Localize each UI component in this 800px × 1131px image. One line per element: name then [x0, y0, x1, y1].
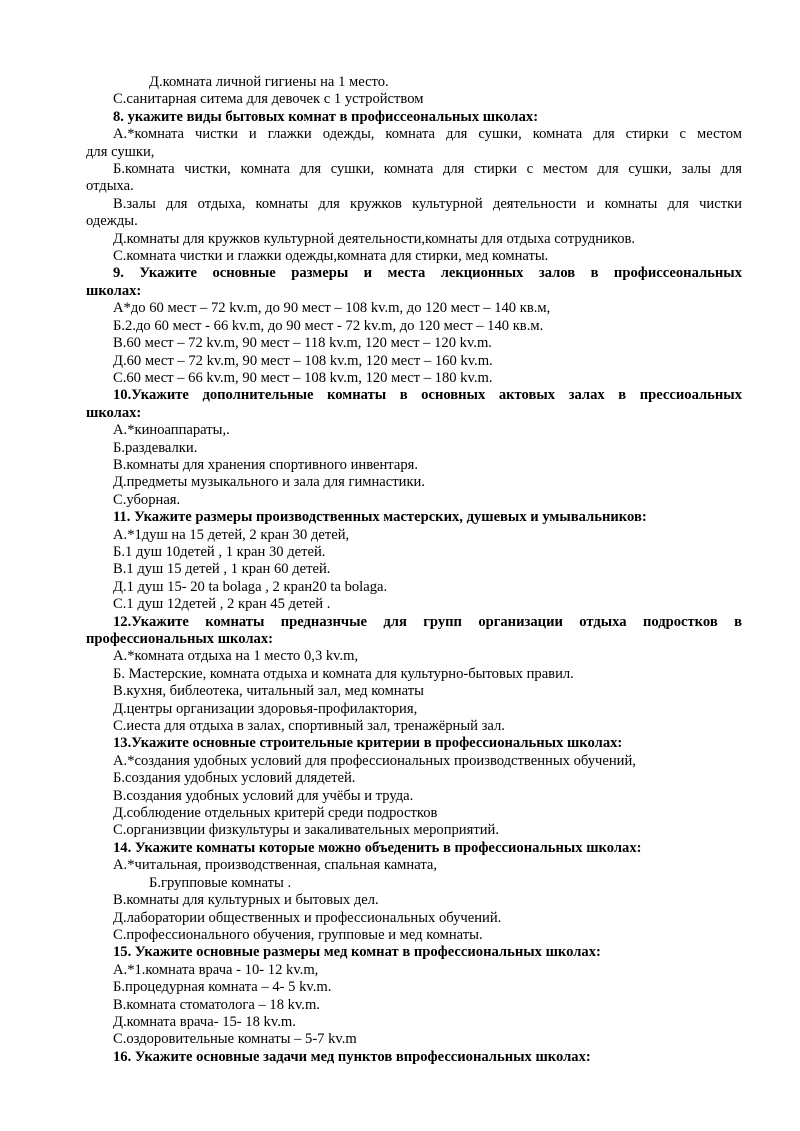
answer-text: Д.60 мест – 72 kv.m, 90 мест – 108 kv.m, 120 мест – 160 kv.m. — [113, 352, 493, 369]
answer-option — [86, 822, 742, 839]
answer-option — [86, 422, 742, 439]
answer-text: В.создания удобных условий для учёбы и труда. — [113, 787, 414, 804]
answer-option — [86, 997, 742, 1014]
answer-option — [86, 875, 742, 892]
answer-text: С.комната чистки и глажки одежды,комната для стирки, мед комнаты. — [113, 248, 549, 265]
question-title: школах: — [86, 282, 142, 299]
answer-text: Д.предметы музыкального и зала для гимнастики. — [113, 474, 425, 491]
answer-text: В.залы для отдыха, комнаты для кружков культурной деятельности и комнаты для чистки — [113, 195, 742, 212]
answer-text: А.*комната чистки и глажки одежды, комната для сушки, комната для стирки с местом — [113, 126, 742, 143]
question-title: 13.Укажите основные строительные критерии в профессиональных школах: — [113, 735, 623, 752]
answer-text: С.организвции физкультуры и закаливательных мероприятий. — [113, 822, 499, 839]
answer-option — [86, 474, 742, 491]
answer-text: В.60 мест – 72 kv.m, 90 мест – 118 kv.m, 120 мест – 120 kv.m. — [113, 335, 492, 352]
question-14 — [86, 840, 742, 944]
question-title: профессиональных школах: — [86, 631, 274, 647]
answer-option — [86, 579, 742, 596]
answer-text: одежды. — [86, 213, 138, 230]
question-title: 14. Укажите комнаты которые можно объеденить в профессиональных школах: — [113, 839, 642, 856]
document-page — [86, 74, 742, 1066]
question-title: 12.Укажите комнаты предназнчые для групп организации отдыха подростков в — [113, 613, 742, 630]
answer-option — [86, 910, 742, 927]
question-11 — [86, 509, 742, 613]
answer-option — [86, 353, 742, 370]
answer-text: для сушки, — [86, 143, 155, 160]
answer-option — [86, 248, 742, 265]
answer-text: Б.раздевалки. — [113, 439, 198, 456]
answer-text: А.*создания удобных условий для профессиональных производственных обучений, — [113, 752, 636, 769]
question-15 — [86, 944, 742, 1048]
question-13 — [86, 735, 742, 839]
answer-text: С.иеста для отдыха в залах, спортивный зал, тренажёрный зал. — [113, 718, 505, 735]
answer-option — [86, 300, 742, 317]
question-9 — [86, 265, 742, 387]
question-list — [86, 109, 742, 1066]
answer-option — [86, 683, 742, 700]
answer-option — [86, 231, 742, 248]
answer-text: А.*1душ на 15 детей, 2 кран 30 детей, — [113, 526, 350, 543]
question-title: 16. Укажите основные задачи мед пунктов впрофессиональных школах: — [113, 1048, 591, 1065]
answer-text: С.профессионального обучения, групповые и мед комнаты. — [113, 926, 483, 943]
answer-text: Б.комната чистки, комната для сушки, комната для стирки с местом для сушки, залы для — [113, 161, 742, 178]
answer-text: Б. Мастерские, комната отдыха и комната для культурно-бытовых правил. — [113, 665, 574, 682]
answer-option — [86, 753, 742, 770]
answer-text: Б.2.до 60 мест - 66 kv.m, до 90 мест - 72 kv.m, до 120 мест – 140 кв.м. — [113, 317, 544, 334]
answer-text: А.*читальная, производственная, спальная камната, — [113, 857, 437, 874]
question-title: 15. Укажите основные размеры мед комнат в профессиональных школах: — [113, 944, 601, 961]
answer-text: отдыха. — [86, 178, 134, 195]
answer-text: В.комнаты для хранения спортивного инвентаря. — [113, 456, 418, 473]
answer-option — [86, 979, 742, 996]
answer-text: В.1 душ 15 детей , 1 кран 60 детей. — [113, 561, 331, 578]
answer-text: Д.комнаты для кружков культурной деятельности,комнаты для отдыха сотрудников. — [113, 230, 636, 247]
answer-text: Б.1 душ 10детей , 1 кран 30 детей. — [113, 543, 326, 560]
answer-text: Б.создания удобных условий длядетей. — [113, 770, 356, 787]
answer-option — [86, 544, 742, 561]
answer-option — [86, 857, 742, 874]
answer-option — [86, 666, 742, 683]
answer-option — [86, 370, 742, 387]
answer-text: Д.лаборатории общественных и профессиональных обучений. — [113, 909, 502, 926]
answer-option — [86, 1014, 742, 1031]
answer-option — [86, 318, 742, 335]
answer-text: С.оздоровительные комнаты – 5-7 kv.m — [113, 1031, 357, 1048]
answer-text: А*до 60 мест – 72 kv.m, до 90 мест – 108 kv.m, до 120 мест – 140 кв.м, — [113, 300, 551, 317]
question-title: 11. Укажите размеры производственных мастерских, душевых и умывальников: — [113, 509, 647, 526]
answer-option — [86, 457, 742, 474]
answer-text: В.комната стоматолога – 18 kv.m. — [113, 996, 320, 1013]
answer-text: А.*комната отдыха на 1 место 0,3 kv.m, — [113, 648, 359, 665]
text-line: С.санитарная ситема для девочек с 1 устройством — [113, 91, 424, 108]
answer-text: С.60 мест – 66 kv.m, 90 мест – 108 kv.m, 120 мест – 180 kv.m. — [113, 369, 493, 386]
answer-text: В.кухня, библеотека, читальный зал, мед комнаты — [113, 683, 424, 700]
answer-option — [86, 596, 742, 613]
answer-option — [86, 962, 742, 979]
answer-text: Б.процедурная комната – 4- 5 kv.m. — [113, 979, 332, 996]
answer-text: В.комнаты для культурных и бытовых дел. — [113, 892, 379, 909]
answer-text: Д.соблюдение отдельных критерй среди подростков — [113, 805, 438, 822]
answer-option — [86, 126, 742, 161]
question-title: школах: — [86, 404, 142, 421]
answer-text: Д.комната врача- 15- 18 kv.m. — [113, 1013, 296, 1030]
text-line: Д.комната личной гигиены на 1 место. — [149, 74, 389, 90]
answer-option — [86, 805, 742, 822]
answer-option — [86, 1031, 742, 1048]
question-title: 9. Укажите основные размеры и места лекционных залов в профиссеональных — [113, 265, 742, 282]
answer-text: Д.1 душ 15- 20 ta bolaga , 2 кран20 ta bolaga. — [113, 578, 388, 595]
answer-option — [86, 161, 742, 196]
answer-option — [86, 927, 742, 944]
answer-text: А.*киноаппараты,. — [113, 422, 230, 439]
answer-option — [86, 561, 742, 578]
answer-option — [86, 718, 742, 735]
answer-option — [86, 527, 742, 544]
question-title: 10.Укажите дополнительные комнаты в основных актовых залах в прессиоальных — [113, 387, 742, 404]
answer-option — [86, 892, 742, 909]
question-10 — [86, 387, 742, 509]
question-title: 8. укажите виды бытовых комнат в профиссеональных школах: — [113, 108, 539, 125]
answer-option — [86, 648, 742, 665]
question-16 — [86, 1049, 742, 1066]
answer-option — [86, 492, 742, 509]
answer-option — [86, 440, 742, 457]
answer-option — [86, 335, 742, 352]
answer-text: С.1 душ 12детей , 2 кран 45 детей . — [113, 596, 331, 613]
answer-option — [86, 770, 742, 787]
answer-option — [86, 701, 742, 718]
answer-text: Д.центры организации здоровья-профилактория, — [113, 700, 418, 717]
answer-text: С.уборная. — [113, 491, 181, 508]
answer-option — [86, 788, 742, 805]
question-8 — [86, 109, 742, 266]
answer-text: Б.групповые комнаты . — [149, 874, 292, 891]
answer-text: А.*1.комната врача - 10- 12 kv.m, — [113, 961, 319, 978]
answer-option — [86, 196, 742, 231]
question-12 — [86, 614, 742, 736]
